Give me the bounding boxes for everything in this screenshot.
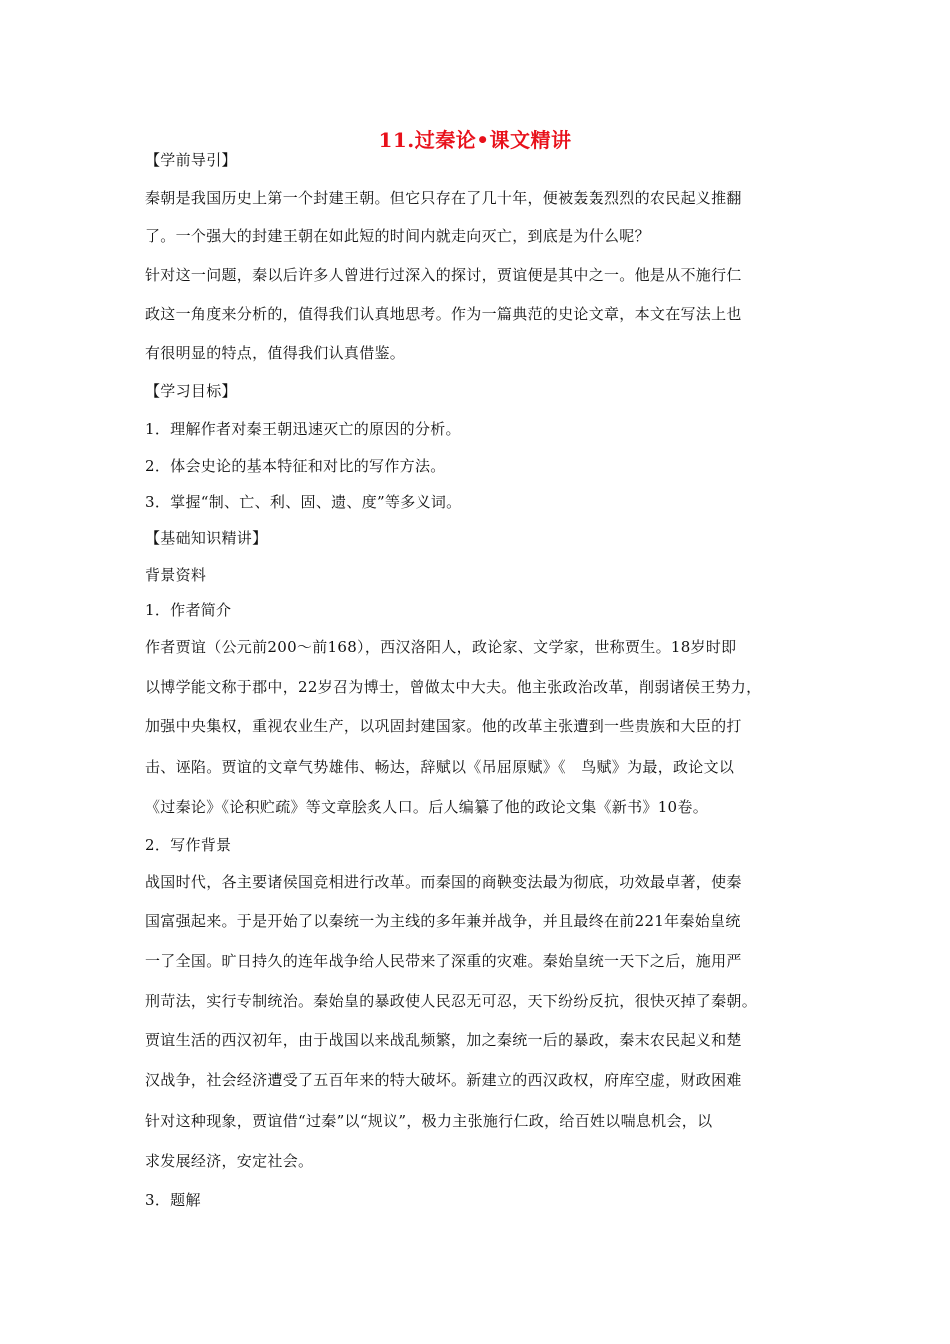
paragraph-line: 汉战争，社会经济遭受了五百年来的特大破坏。新建立的西汉政权，府库空虚，财政困难 (145, 1071, 742, 1089)
list-item: 3．掌握“制、亡、利、固、遗、度”等多义词。 (145, 493, 462, 511)
list-item: 2．体会史论的基本特征和对比的写作方法。 (145, 457, 446, 475)
paragraph-line: 《过秦论》《论积贮疏》等文章脍炙人口。后人编纂了他的政论文集《新书》10卷。 (145, 798, 708, 816)
document-title: 11.过秦论•课文精讲 (378, 128, 572, 152)
paragraph-line: 求发展经济，安定社会。 (145, 1152, 314, 1170)
subheading: 背景资料 (145, 566, 207, 584)
paragraph-line: 政这一角度来分析的，值得我们认真地思考。作为一篇典范的史论文章，本文在写法上也 (145, 305, 742, 323)
list-item: 1．理解作者对秦王朝迅速灭亡的原因的分析。 (145, 420, 461, 438)
paragraph-line: 作者贾谊（公元前200～前168），西汉洛阳人，政论家、文学家，世称贾生。18岁时即 (145, 638, 737, 656)
paragraph-line: 贾谊生活的西汉初年，由于战国以来战乱频繁，加之秦统一后的暴政，秦末农民起义和楚 (145, 1031, 742, 1049)
paragraph-line: 加强中央集权，重视农业生产，以巩固封建国家。他的改革主张遭到一些贵族和大臣的打 (145, 717, 742, 735)
paragraph-line: 了。一个强大的封建王朝在如此短的时间内就走向灭亡，到底是为什么呢？ (145, 227, 650, 245)
paragraph-line: 以博学能文称于郡中，22岁召为博士，曾做太中大夫。他主张政治改革，削弱诸侯王势力， (145, 678, 762, 696)
paragraph-line: 一了全国。旷日持久的连年战争给人民带来了深重的灾难。秦始皇统一天下之后，施用严 (145, 952, 742, 970)
paragraph-line: 针对这种现象，贾谊借“过秦”以“规议”，极力主张施行仁政，给百姓以喘息机会，以 (145, 1112, 713, 1130)
subheading: 2．写作背景 (145, 836, 232, 854)
paragraph-line: 击、诬陷。贾谊的文章气势雄伟、畅达，辞赋以《吊屈原赋》《 鸟赋》为最，政论文以 (145, 758, 735, 776)
paragraph-line: 秦朝是我国历史上第一个封建王朝。但它只存在了几十年，便被轰轰烈烈的农民起义推翻 (145, 189, 742, 207)
paragraph-line: 针对这一问题，秦以后许多人曾进行过深入的探讨，贾谊便是其中之一。他是从不施行仁 (145, 266, 742, 284)
section-heading-goals: 【学习目标】 (145, 382, 237, 400)
paragraph-line: 国富强起来。于是开始了以秦统一为主线的多年兼并战争，并且最终在前221年秦始皇统 (145, 912, 741, 930)
paragraph-line: 战国时代，各主要诸侯国竞相进行改革。而秦国的商鞅变法最为彻底，功效最卓著，使秦 (145, 873, 742, 891)
paragraph-line: 有很明显的特点，值得我们认真借鉴。 (145, 344, 406, 362)
section-heading-preview: 【学前导引】 (145, 151, 237, 169)
paragraph-line: 刑苛法，实行专制统治。秦始皇的暴政使人民忍无可忍，天下纷纷反抗，很快灭掉了秦朝。 (145, 992, 758, 1010)
subheading: 1．作者简介 (145, 601, 232, 619)
section-heading-basics: 【基础知识精讲】 (145, 529, 268, 547)
subheading: 3．题解 (145, 1191, 201, 1209)
